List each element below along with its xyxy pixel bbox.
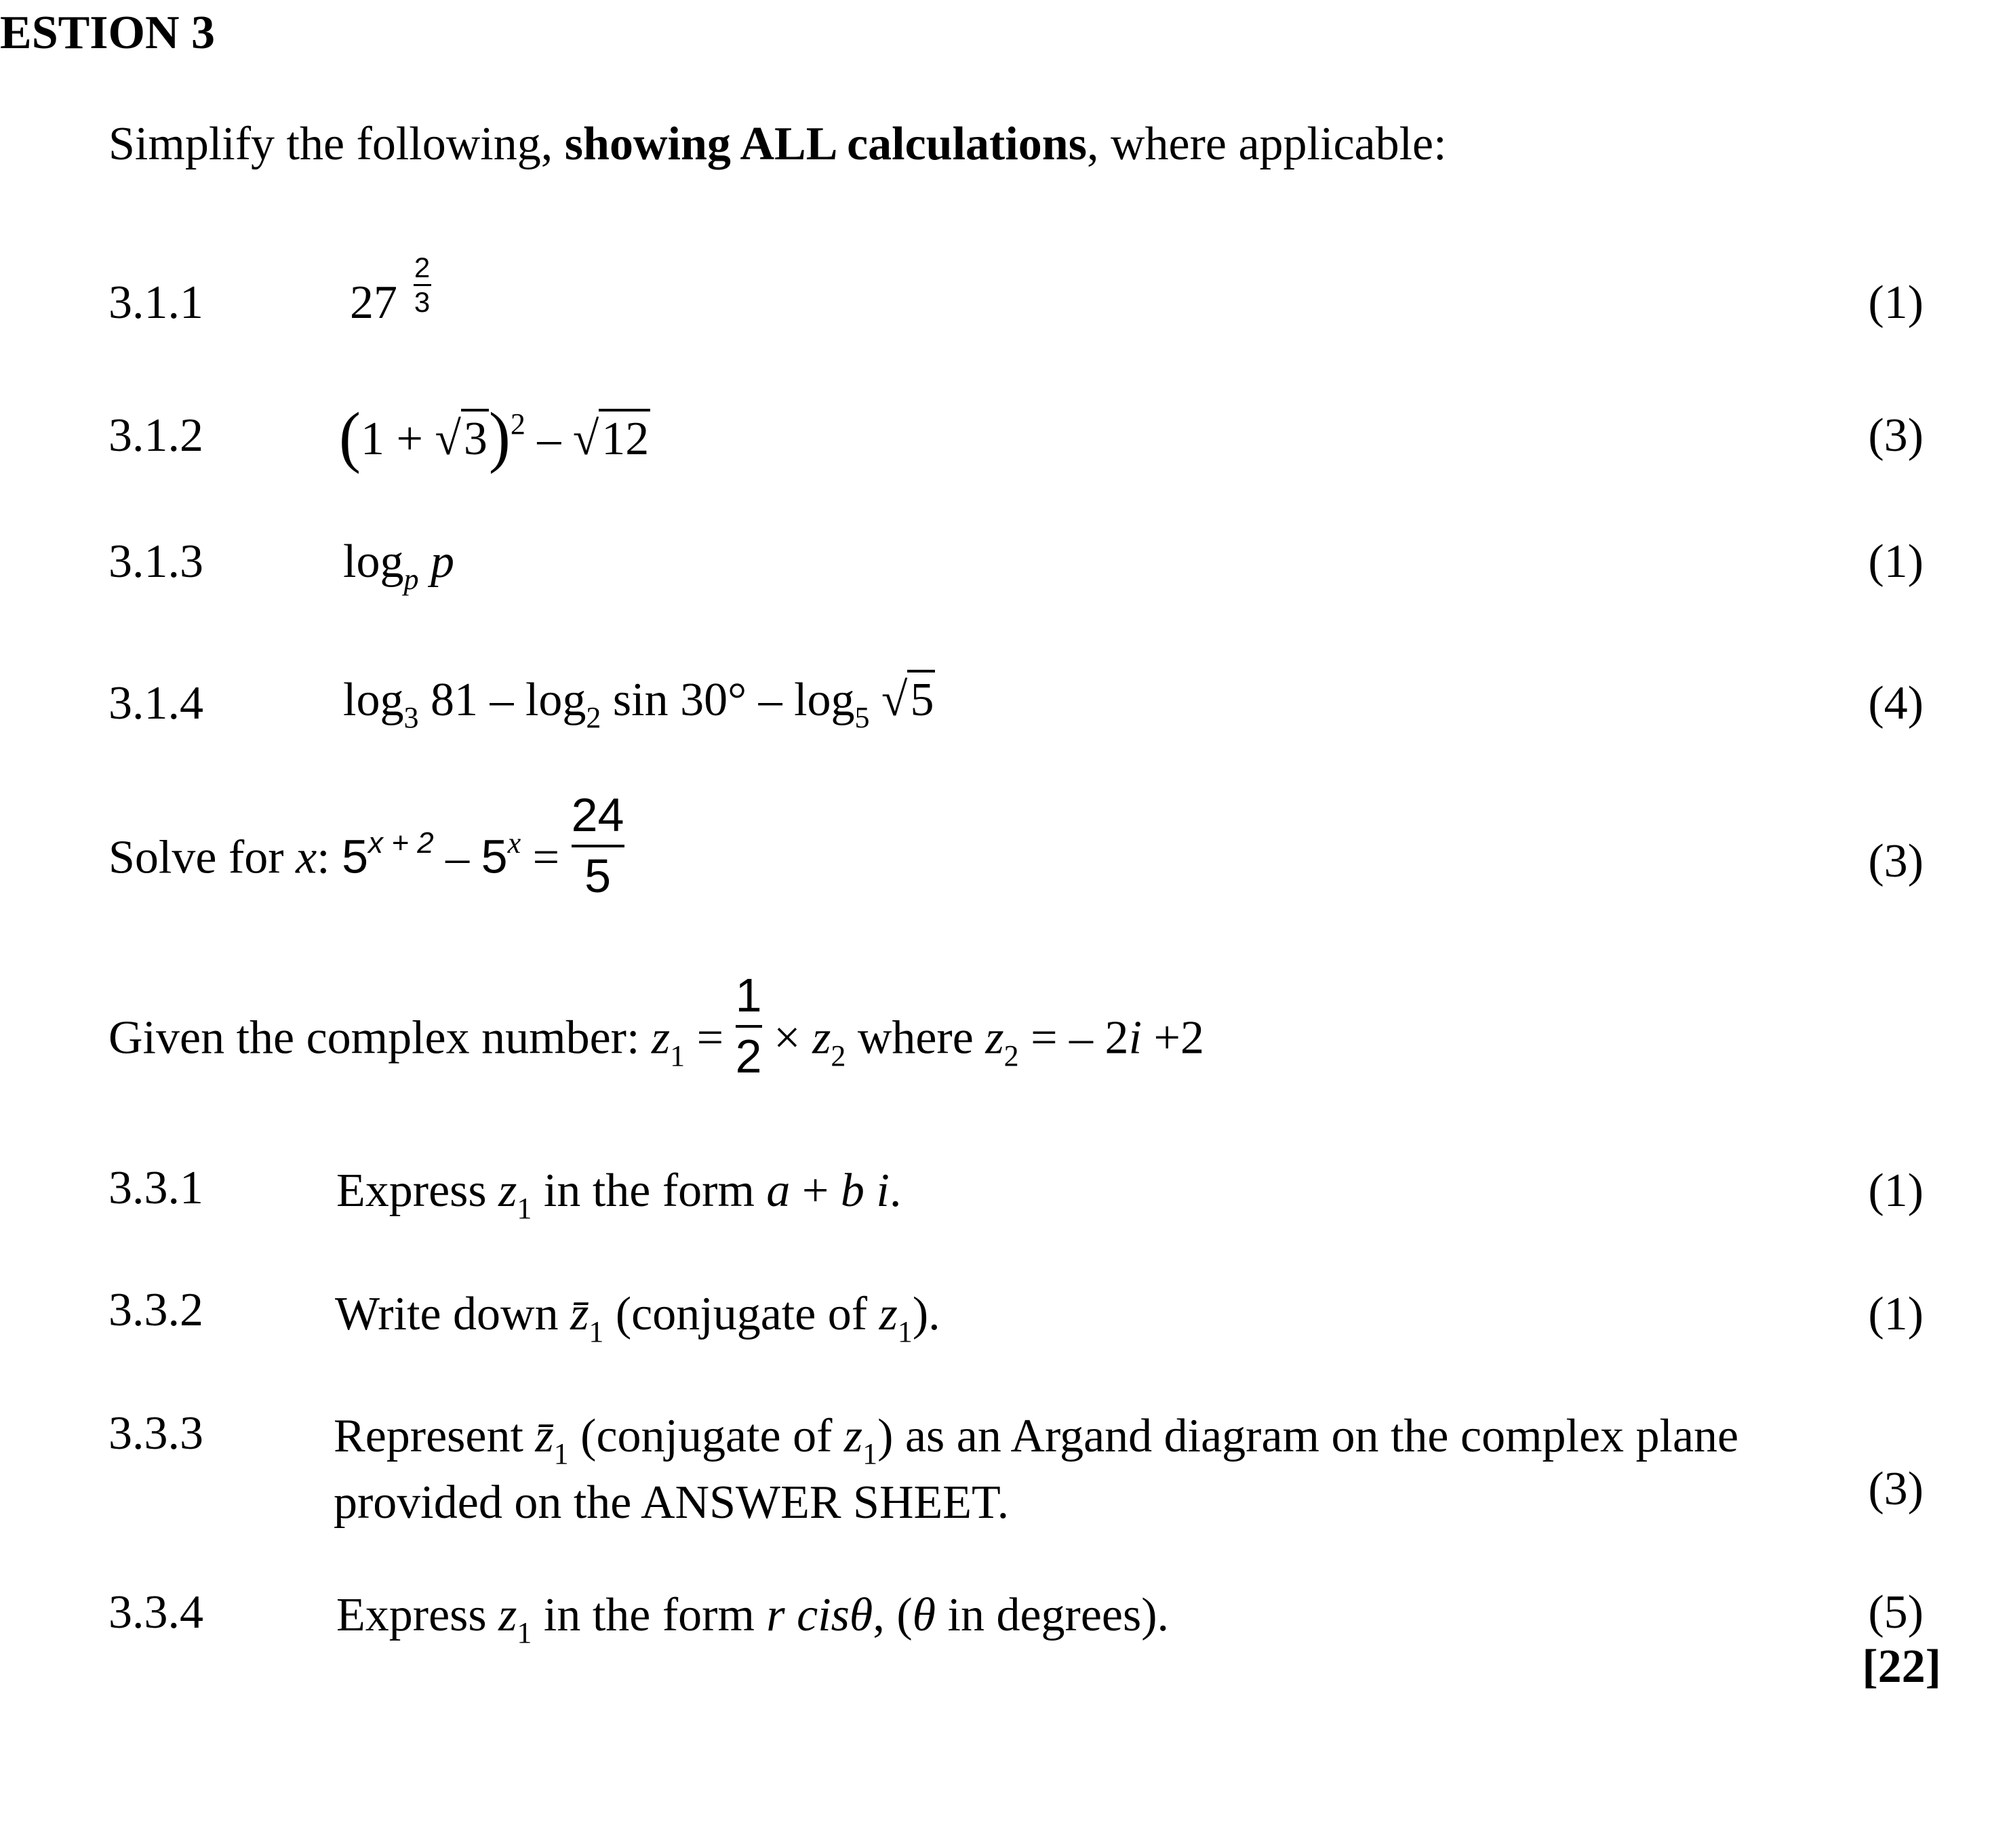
q314-arg2: sin 30° – bbox=[601, 674, 795, 726]
q334-theta: θ bbox=[912, 1589, 936, 1641]
q313-log: log bbox=[343, 536, 404, 588]
q312-right-paren: ) bbox=[488, 398, 511, 475]
q334-marks: (5) bbox=[1868, 1586, 1924, 1639]
q312-sqrt-3: √3 bbox=[435, 416, 488, 463]
q332-mid: (conjugate of bbox=[603, 1288, 879, 1340]
q314-base2: 2 bbox=[586, 701, 601, 734]
q334-pre: Express bbox=[336, 1589, 499, 1641]
q32-exp1: x + 2 bbox=[368, 826, 434, 860]
instruction-pre: Simplify the following, bbox=[108, 118, 565, 170]
question-title: ESTION 3 bbox=[0, 7, 216, 59]
q313-expression bbox=[343, 536, 454, 596]
q333-marks: (3) bbox=[1868, 1463, 1924, 1515]
q33-z2: z bbox=[812, 1011, 831, 1064]
q33-i: i bbox=[1128, 1011, 1142, 1064]
q314-sqrt-5: √5 bbox=[881, 677, 935, 724]
q33-sub1: 1 bbox=[670, 1039, 685, 1072]
q311-marks: (1) bbox=[1868, 277, 1924, 329]
q32-exp2: x bbox=[507, 826, 521, 860]
q334-mid: in the form bbox=[532, 1589, 767, 1641]
q311-base: 27 bbox=[350, 277, 397, 329]
q33-frac-den: 2 bbox=[735, 1029, 762, 1083]
q331-plus: + bbox=[790, 1165, 841, 1217]
q32-frac-den: 5 bbox=[584, 849, 612, 902]
q331-pre: Express bbox=[336, 1165, 499, 1217]
instruction-post: , where applicable: bbox=[1086, 118, 1447, 170]
q333-sub: 1 bbox=[553, 1437, 569, 1470]
q32-minus: – bbox=[433, 831, 481, 884]
q33-times: × bbox=[761, 1011, 813, 1064]
q311-expression bbox=[350, 252, 431, 357]
q334-end: in degrees). bbox=[936, 1589, 1170, 1641]
q314-log3: log bbox=[794, 674, 855, 726]
q314-arg1: 81 – bbox=[418, 674, 525, 726]
q312-number: 3.1.2 bbox=[108, 409, 203, 462]
q314-log1: log bbox=[343, 674, 404, 726]
q334-comma: , ( bbox=[873, 1589, 913, 1641]
q32-base2: 5 bbox=[481, 830, 508, 883]
q333-mid: (conjugate of bbox=[568, 1410, 844, 1462]
q334-form: r cisθ bbox=[766, 1589, 873, 1641]
q33-statement bbox=[108, 969, 1204, 1098]
q332-number: 3.3.2 bbox=[108, 1284, 203, 1336]
q32-frac-num: 24 bbox=[571, 788, 624, 841]
q313-marks: (1) bbox=[1868, 536, 1924, 588]
q33-fraction bbox=[736, 971, 762, 1081]
q32-colon: : bbox=[317, 831, 342, 884]
instruction-bold: showing ALL calculations bbox=[564, 118, 1087, 170]
q32-var: x bbox=[296, 831, 317, 884]
q331-a: a bbox=[766, 1165, 791, 1217]
q33-z1: z bbox=[651, 1011, 671, 1064]
q314-marks: (4) bbox=[1868, 677, 1924, 729]
q312-marks: (3) bbox=[1868, 409, 1924, 462]
q333-zbar: z̄ bbox=[535, 1410, 554, 1462]
q333-text-line2: provided on the ANSWER SHEET. bbox=[334, 1477, 1010, 1529]
q332-zbar: z̄ bbox=[570, 1288, 589, 1340]
q33-frac-bar bbox=[736, 1025, 762, 1028]
q32-frac-bar bbox=[572, 845, 624, 847]
q334-z: z bbox=[498, 1589, 517, 1641]
q331-i: i bbox=[864, 1165, 890, 1217]
q332-sub: 1 bbox=[589, 1315, 604, 1348]
q32-equals: = bbox=[521, 831, 572, 884]
q331-end: . bbox=[889, 1165, 902, 1217]
q33-rhs-tail: +2 bbox=[1142, 1011, 1204, 1064]
q332-end: ). bbox=[912, 1288, 940, 1340]
q32-base1: 5 bbox=[342, 830, 369, 883]
q311-number: 3.1.1 bbox=[108, 277, 203, 329]
q311-exp-den: 3 bbox=[414, 286, 431, 318]
q331-b: b bbox=[840, 1165, 864, 1217]
q333-end: ) as an Argand diagram on the complex plane bbox=[877, 1410, 1739, 1462]
q331-text bbox=[336, 1165, 902, 1225]
q331-marks: (1) bbox=[1868, 1165, 1924, 1217]
q311-exponent bbox=[414, 254, 431, 317]
q333-pre: Represent bbox=[334, 1410, 536, 1462]
q33-sub2: 2 bbox=[831, 1039, 846, 1072]
q314-expression bbox=[343, 674, 935, 734]
q32-marks: (3) bbox=[1868, 835, 1924, 887]
q312-expression bbox=[339, 398, 650, 475]
q332-pre: Write down bbox=[335, 1288, 571, 1340]
q331-sub: 1 bbox=[517, 1192, 532, 1225]
q32-label: Solve for bbox=[108, 831, 296, 884]
q314-base3: 5 bbox=[854, 701, 870, 734]
q312-plus: + bbox=[384, 413, 435, 465]
q33-label: Given the complex number: bbox=[108, 1011, 652, 1064]
q33-z3: z bbox=[985, 1011, 1004, 1064]
q334-sub: 1 bbox=[517, 1616, 532, 1649]
q314-log2: log bbox=[525, 674, 586, 726]
q314-base1: 3 bbox=[403, 701, 419, 734]
q312-sqrt-12: √12 bbox=[573, 416, 650, 463]
instruction-text bbox=[108, 118, 1447, 170]
q33-rhs-eq: = – 2 bbox=[1018, 1011, 1129, 1064]
q33-frac-num: 1 bbox=[735, 969, 762, 1022]
q333-z: z bbox=[843, 1410, 863, 1462]
q311-exp-num: 2 bbox=[414, 252, 431, 283]
q332-z: z bbox=[879, 1288, 898, 1340]
q333-text-line1 bbox=[334, 1410, 1739, 1470]
q313-number: 3.1.3 bbox=[108, 536, 203, 588]
q312-one: 1 bbox=[360, 413, 384, 465]
q313-arg: p bbox=[418, 536, 454, 588]
q32-expression bbox=[108, 788, 624, 917]
total-marks: [22] bbox=[1862, 1641, 1941, 1693]
q331-z: z bbox=[498, 1165, 517, 1217]
q312-square: 2 bbox=[510, 407, 525, 441]
q33-sub3: 2 bbox=[1003, 1039, 1019, 1072]
q314-number: 3.1.4 bbox=[108, 677, 203, 729]
q332-sub2: 1 bbox=[897, 1315, 913, 1348]
q33-where: where bbox=[845, 1011, 986, 1064]
q332-marks: (1) bbox=[1868, 1288, 1924, 1340]
q312-minus: – bbox=[525, 413, 573, 465]
q331-mid: in the form bbox=[532, 1165, 767, 1217]
q33-equals: = bbox=[685, 1011, 736, 1064]
q333-sub2: 1 bbox=[862, 1437, 878, 1470]
q313-base: p bbox=[403, 563, 419, 596]
q332-text bbox=[335, 1288, 940, 1348]
q331-number: 3.3.1 bbox=[108, 1162, 203, 1214]
q333-number: 3.3.3 bbox=[108, 1407, 203, 1460]
q334-text bbox=[336, 1589, 1170, 1649]
q334-number: 3.3.4 bbox=[108, 1586, 203, 1639]
q312-left-paren: ( bbox=[339, 398, 361, 475]
q32-fraction bbox=[572, 790, 624, 901]
